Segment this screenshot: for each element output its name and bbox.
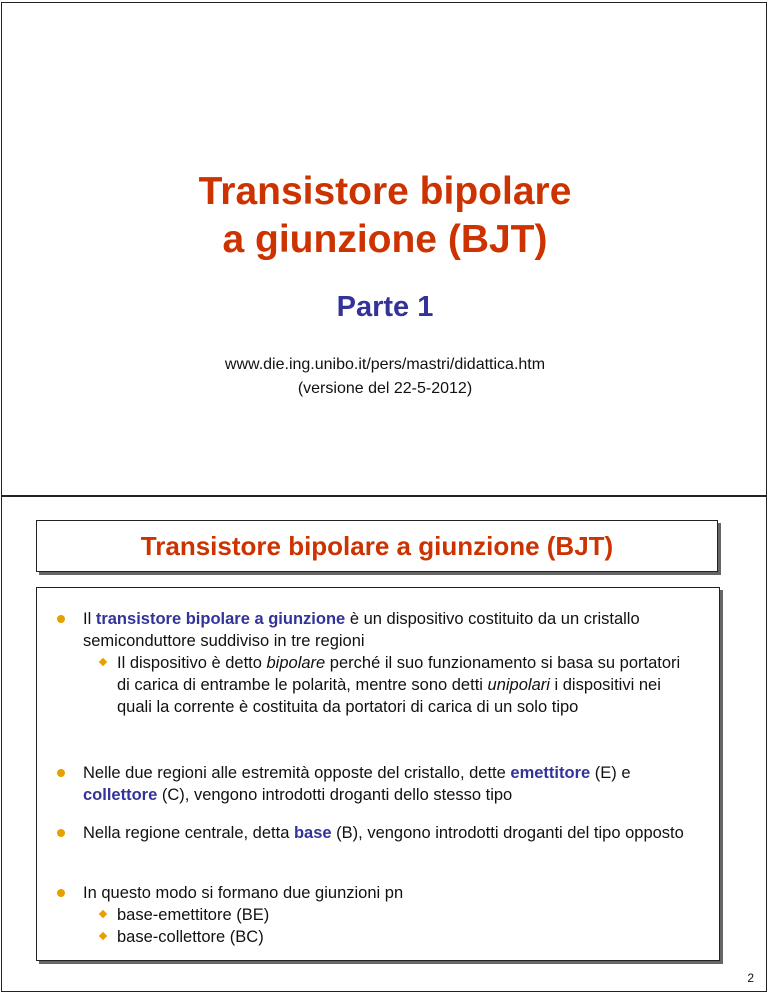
slide-1 bbox=[1, 2, 767, 496]
slide-1-meta bbox=[2, 353, 768, 401]
sub-bullet-diamond-icon bbox=[99, 932, 107, 940]
title-line-2: a giunzione (BJT) bbox=[222, 218, 548, 261]
sub-bullet-be: base-emettitore (BE) bbox=[117, 904, 695, 926]
term-bjt: transistore bipolare a giunzione bbox=[95, 610, 346, 628]
term-unipolari: unipolari bbox=[487, 676, 550, 694]
title-line-1: Transistore bipolare bbox=[198, 170, 572, 213]
bullet-dot-icon bbox=[57, 769, 65, 777]
slide-1-subtitle: Parte 1 bbox=[336, 291, 434, 323]
sub-bullet-diamond-icon bbox=[99, 910, 107, 918]
term-base: base bbox=[293, 824, 332, 842]
course-url[interactable]: www.die.ing.unibo.it/pers/mastri/didattica.htm bbox=[224, 356, 546, 373]
slide-2 bbox=[1, 496, 767, 992]
bullet-3: Nella regione centrale, detta base (B), vengono introdotti droganti del tipo opposto bbox=[83, 822, 693, 844]
version-note: (versione del 22-5-2012) bbox=[297, 380, 473, 397]
sub-bullet-bc: base-collettore (BC) bbox=[117, 926, 695, 948]
term-bipolare: bipolare bbox=[266, 654, 326, 672]
bullet-2: Nelle due regioni alle estremità opposte del cristallo, dette emettitore (E) e collettore (C), vengono introdotti droganti dello stesso tipo bbox=[83, 762, 693, 806]
slide-2-content bbox=[36, 587, 720, 961]
term-collettore: collettore bbox=[83, 786, 158, 804]
sub-bullet-diamond-icon bbox=[99, 658, 107, 666]
term-emettitore: emettitore bbox=[510, 764, 591, 782]
bullet-dot-icon bbox=[57, 615, 65, 623]
bullet-1: Il transistore bipolare a giunzione è un dispositivo costituito da un cristallo semiconduttore suddiviso in tre regioni Il dispositivo è detto bipolare perché il suo funzionamento si basa su portatori di carica di entrambe le polarità, mentre sono detti unipolari i dispositivi nei quali la corrente è costituita da portatori di carica di un solo tipo bbox=[83, 608, 693, 718]
bullet-4: In questo modo si formano due giunzioni pn base-emettitore (BE) base-collettore (BC) bbox=[83, 882, 693, 948]
slide-2-title-box bbox=[36, 520, 718, 572]
slide-1-title bbox=[2, 168, 768, 264]
sub-bullet-1: Il dispositivo è detto bipolare perché il suo funzionamento si basa su portatori di carica di entrambe le polarità, mentre sono detti unipolari i dispositivi nei quali la corrente è costituita da portatori di carica di un solo tipo bbox=[117, 652, 695, 718]
slide-2-title: Transistore bipolare a giunzione (BJT) bbox=[140, 531, 614, 561]
page-number: 2 bbox=[747, 971, 754, 985]
bullet-dot-icon bbox=[57, 829, 65, 837]
bullet-dot-icon bbox=[57, 889, 65, 897]
